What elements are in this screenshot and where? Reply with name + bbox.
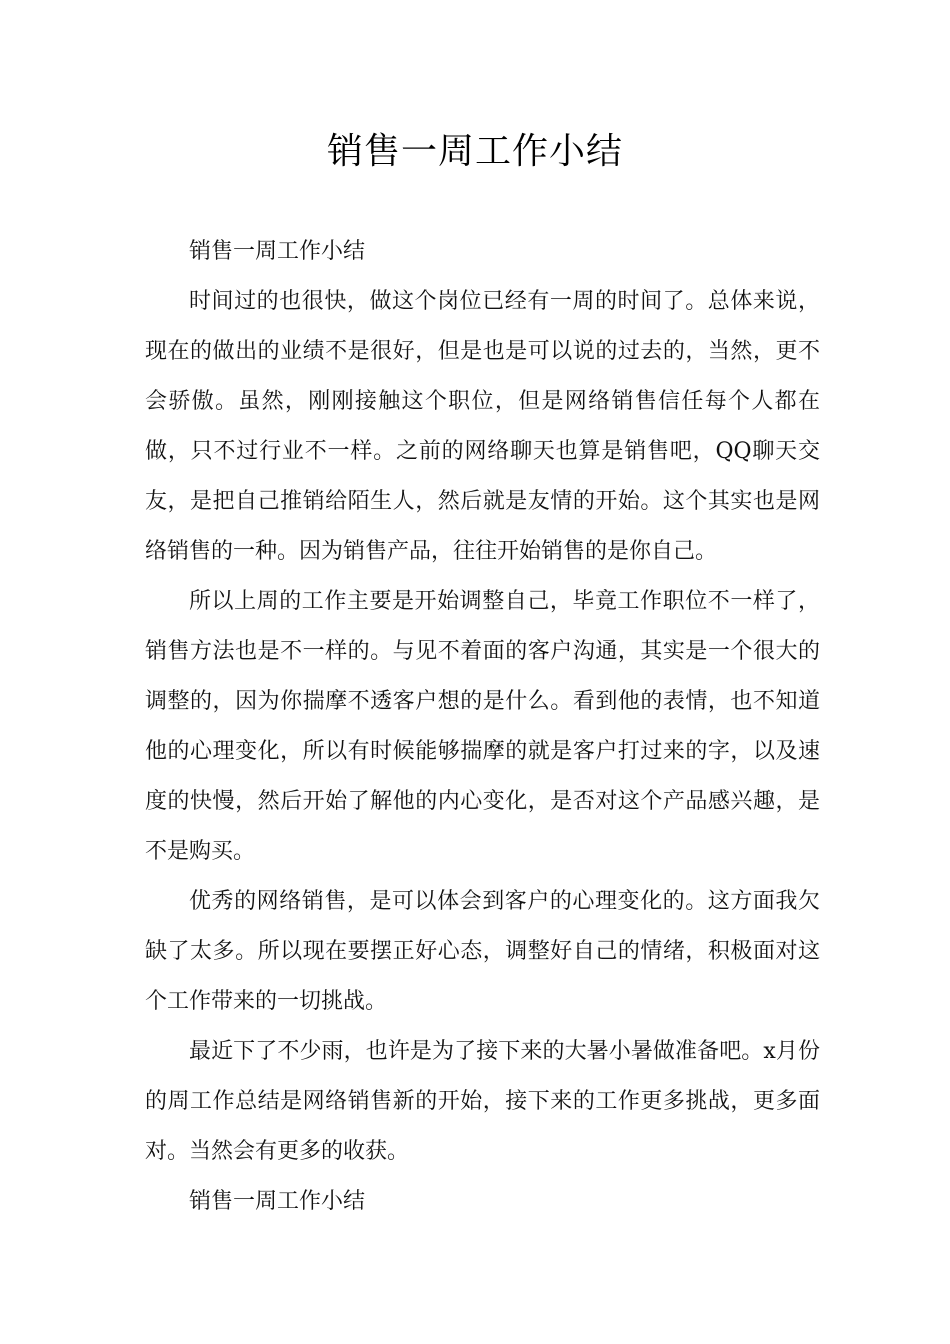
document-body: [145, 227, 820, 1227]
document-title: 销售一周工作小结: [326, 131, 623, 172]
body-paragraph-subtitle: 销售一周工作小结: [189, 239, 366, 264]
body-paragraph: 优秀的网络销售，是可以体会到客户的心理变化的。这方面我欠缺了太多。所以现在要摆正好心态，调整好自己的情绪，积极面对这个工作带来的一切挑战。: [145, 889, 820, 1014]
body-paragraph-heading: 销售一周工作小结: [189, 1189, 366, 1214]
body-paragraph: 所以上周的工作主要是开始调整自己，毕竟工作职位不一样了，销售方法也是不一样的。与见不着面的客户沟通，其实是一个很大的调整的，因为你揣摩不透客户想的是什么。看到他的表情，也不知道他的心理变化，所以有时候能够揣摩的就是客户打过来的字，以及速度的快慢，然后开始了解他的内心变化，是否对这个产品感兴趣，是不是购买。: [145, 589, 820, 864]
body-paragraph: 时间过的也很快，做这个岗位已经有一周的时间了。总体来说，现在的做出的业绩不是很好，但是也是可以说的过去的，当然，更不会骄傲。虽然，刚刚接触这个职位，但是网络销售信任每个人都在做，只不过行业不一样。之前的网络聊天也算是销售吧，QQ聊天交友，是把自己推销给陌生人，然后就是友情的开始。这个其实也是网络销售的一种。因为销售产品，往往开始销售的是你自己。: [145, 289, 820, 564]
body-paragraph: 最近下了不少雨，也许是为了接下来的大暑小暑做准备吧。x月份的周工作总结是网络销售新的开始，接下来的工作更多挑战，更多面对。当然会有更多的收获。: [145, 1039, 820, 1164]
